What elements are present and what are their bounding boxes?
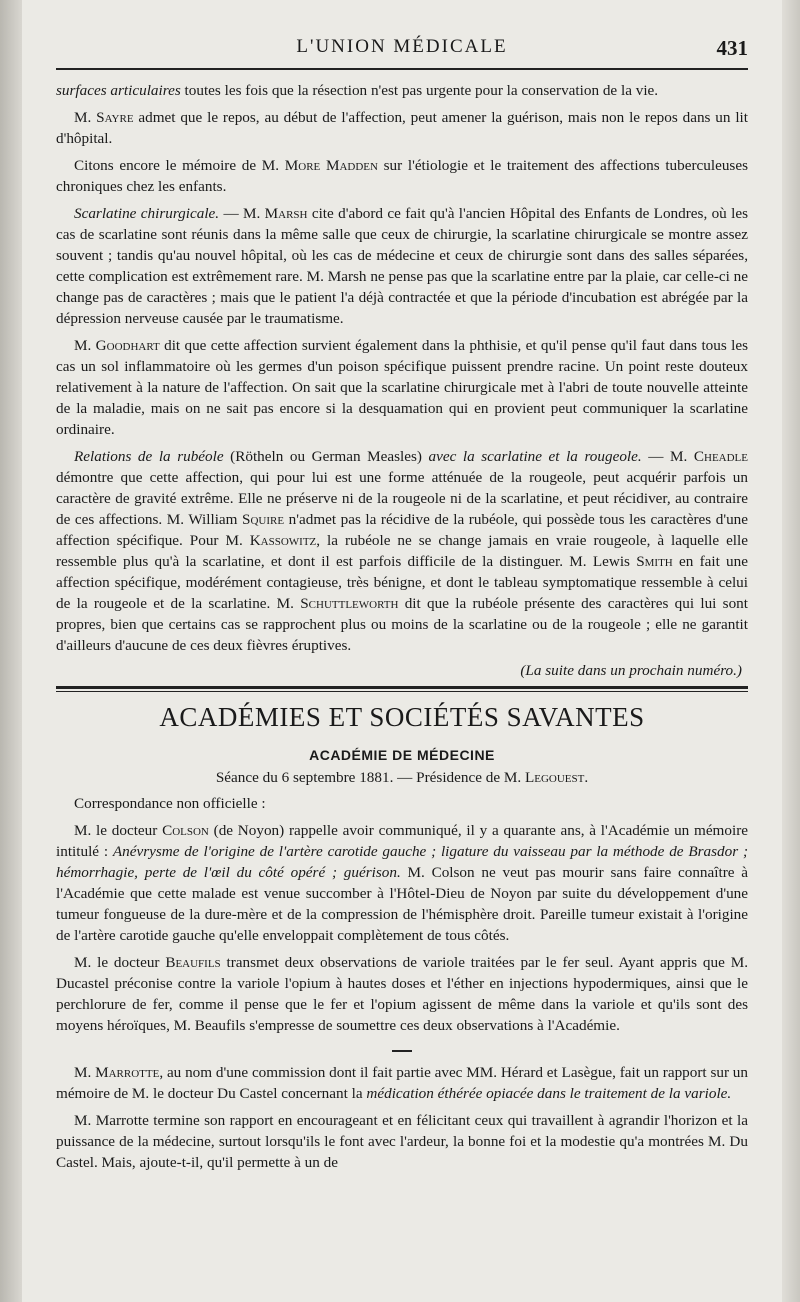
paragraph-marrotte-1 [56, 1062, 748, 1104]
paragraph-text: M. Colson ne veut pas mourir sans faire connaître à l'Académie que cette malade est venue succomber à l'Hôtel-Dieu de Noyon par suite du développement d'une tumeur fongueuse de la dure-mère et de la compression de l'hémisphère droit. Pareille tumeur existait à l'origine de l'artère carotide gauche qu'elle enveloppait complètement de tous côtés. [56, 864, 748, 944]
dash: — M. [641, 448, 694, 465]
paren: (Rötheln ou German Measles) [223, 448, 429, 465]
paragraph-text: en fait une affection spécifique, modérément contagieuse, très bénigne, et dont le tableau symptomatique ressemble à celui de la rougeole et de la scarlatine. M. [56, 553, 748, 612]
running-head [56, 30, 748, 66]
paragraph-text: démontre que cette affection, qui pour lui est une forme atténuée de la rougeole, peut acquérir parfois un caractère de gravité extrême. Elle ne préserve ni de la rougeole ni de la scarlatine, et peut récidiver, au contraire de ces affections. M. William [56, 469, 748, 528]
rubric-title-2: avec la scarlatine et la rougeole. [428, 448, 642, 465]
rubric-title: Relations de la rubéole [74, 448, 224, 465]
author-name: Colson [162, 822, 209, 839]
memoir-title: Anévrysme de l'origine de l'artère carotide gauche ; ligature du vaisseau par la méthode de Brasdor ; hémorrhagie, perte de l'œil du côté opéré ; guérison. [56, 843, 748, 881]
italic-phrase: surfaces articulaires [56, 82, 181, 99]
paragraph-marrotte-2: M. Marrotte termine son rapport en encourageant et en félicitant ceux qui travaillent à agrandir l'horizon et la puissance de la médecine, surtout lorsqu'ils le font avec l'ardeur, la bonne foi et la modestie qu'a montrées M. Du Castel. Mais, ajoute-t-il, qu'il permette à un de [56, 1112, 748, 1171]
rubric-title: Scarlatine chirurgicale. [74, 205, 220, 222]
running-title: L'UNION MÉDICALE [296, 36, 508, 57]
author-name: Smith [636, 553, 673, 570]
paragraph-colson [56, 820, 748, 946]
seance-text: Séance du 6 septembre 1881. — Présidence de M. [215, 769, 525, 786]
paragraph-text: dit que cette affection survient également dans la phthisie, et qu'il pense qu'il faut dans tous les cas un sol inflammatoire où les germes d'un poison spécifique puissent prendre racine. Un point reste douteux relativement à la nature de l'affection. On sait que la scarlatine chirurgicale met à l'abri de toute nouvelle atteinte de la maladie, mais on ne sait pas encore si la desquamation qui en provient peut communiquer la scarlatine ordinaire. [56, 337, 748, 438]
subsection-title: ACADÉMIE DE MÉDECINE [309, 747, 495, 763]
prefix: M. [74, 109, 97, 126]
paragraph-madden [56, 155, 748, 197]
to-be-continued: (La suite dans un prochain numéro.) [520, 662, 742, 679]
author-name: Squire [242, 511, 285, 528]
author-name: Beaufils [165, 954, 221, 971]
author-name: Marrotte [95, 1064, 160, 1081]
paragraph-sayre [56, 107, 748, 149]
page-number: 431 [716, 36, 748, 60]
paragraph-text: M. le docteur [74, 954, 166, 971]
paragraph-scarlatine [56, 203, 748, 329]
correspondance-heading: Correspondance non officielle : [74, 795, 266, 812]
short-rule [392, 1050, 412, 1052]
paragraph-text: toutes les fois que la résection n'est pas urgente pour la conservation de la vie. [180, 82, 659, 99]
paragraph-text: M. le docteur [74, 822, 163, 839]
seance-line [56, 769, 748, 787]
author-name: More Madden [284, 157, 378, 174]
paragraph-text: Citons encore le mémoire de M. [74, 157, 285, 174]
author-name: Marsh [264, 205, 308, 222]
seance-end: . [584, 769, 589, 786]
paragraph-beaufils [56, 952, 748, 1036]
prefix: M. [74, 337, 96, 354]
page-edge-shadow [782, 0, 800, 1302]
header-rule [56, 68, 748, 70]
paragraph-text: admet que le repos, au début de l'affection, peut amener la guérison, mais non le repos dans un lit d'hôpital. [56, 109, 748, 147]
paragraph-goodhart [56, 335, 748, 440]
paragraph-rubeole [56, 446, 748, 656]
paragraph-text: sur l'étiologie et le traitement des affections tuberculeuses chroniques chez les enfants. [56, 157, 748, 195]
section-title: ACADÉMIES ET SOCIÉTÉS SAVANTES [159, 702, 645, 732]
author-name: Goodhart [95, 337, 160, 354]
paragraph-text: dit que la rubéole présente des caractères qui lui sont propres, bien que certains cas se rapprochent plus ou moins de la scarlatine ou de la rougeole ; elle ne garantit d'ailleurs d'aucune de ces deux fièvres éruptives. [56, 595, 748, 654]
binding-shadow [0, 0, 22, 1302]
author-name: Schuttleworth [300, 595, 399, 612]
president-name: Legouest [524, 769, 585, 786]
dash: — M. [219, 205, 265, 222]
paragraph-text: transmet deux observations de variole traitées par le fer seul. Ayant appris que M. Ducastel préconise contre la variole l'opium à hautes doses et l'éther en injections hypodermiques, ainsi que le perchlorure de fer, comme il pense que le fer et l'opium agissent de même dans la variole et qu'ils sont des moyens héroïques, M. Beaufils s'empresse de soumettre ces deux observations à l'Académie. [56, 954, 748, 1034]
paragraph-text: cite d'abord ce fait qu'à l'ancien Hôpital des Enfants de Londres, où les cas de scarlatine sont réunis dans la même salle que ceux de chirurgie, la scarlatine chirurgicale se montre assez souvent ; tandis qu'au nouvel hôpital, où les cas de médecine et ceux de chirurgie sont dans des salles séparées, cette complication est extrêmement rare. M. Marsh ne pense pas que la scarlatine entre par la plaie, car celle-ci ne change pas de caractères ; mais que le patient l'a déjà contractée et que la période d'incubation est abrégée par la dépression nerveuse causée par le traumatisme. [56, 205, 748, 327]
paragraph-text: (de Noyon) rappelle avoir communiqué, il y a quarante ans, à l'Académie un mémoire intitulé : [56, 822, 748, 860]
paragraph-text: , la rubéole ne se change jamais en vraie rougeole, à laquelle elle ressemble plus qu'à la scarlatine, et dont il est parfois difficile de la distinguer. M. Lewis [56, 532, 748, 570]
author-name: Sayre [96, 109, 134, 126]
section-rule [56, 686, 748, 692]
paragraph-text: n'admet pas la récidive de la rubéole, qui possède tous les caractères d'une affection spécifique. Pour M. [56, 511, 749, 549]
memoir-title: médication éthérée opiacée dans le traitement de la variole. [366, 1085, 732, 1102]
paragraph-text: , au nom d'une commission dont il fait partie avec MM. Hérard et Lasègue, fait un rapport sur un mémoire de M. le docteur Du Castel concernant la [56, 1064, 748, 1102]
paragraph-text: M. [74, 1064, 96, 1081]
page [22, 0, 782, 1302]
author-name: Kassowitz [249, 532, 317, 549]
author-name: Cheadle [693, 448, 748, 465]
paragraph-surfaces [56, 80, 748, 101]
